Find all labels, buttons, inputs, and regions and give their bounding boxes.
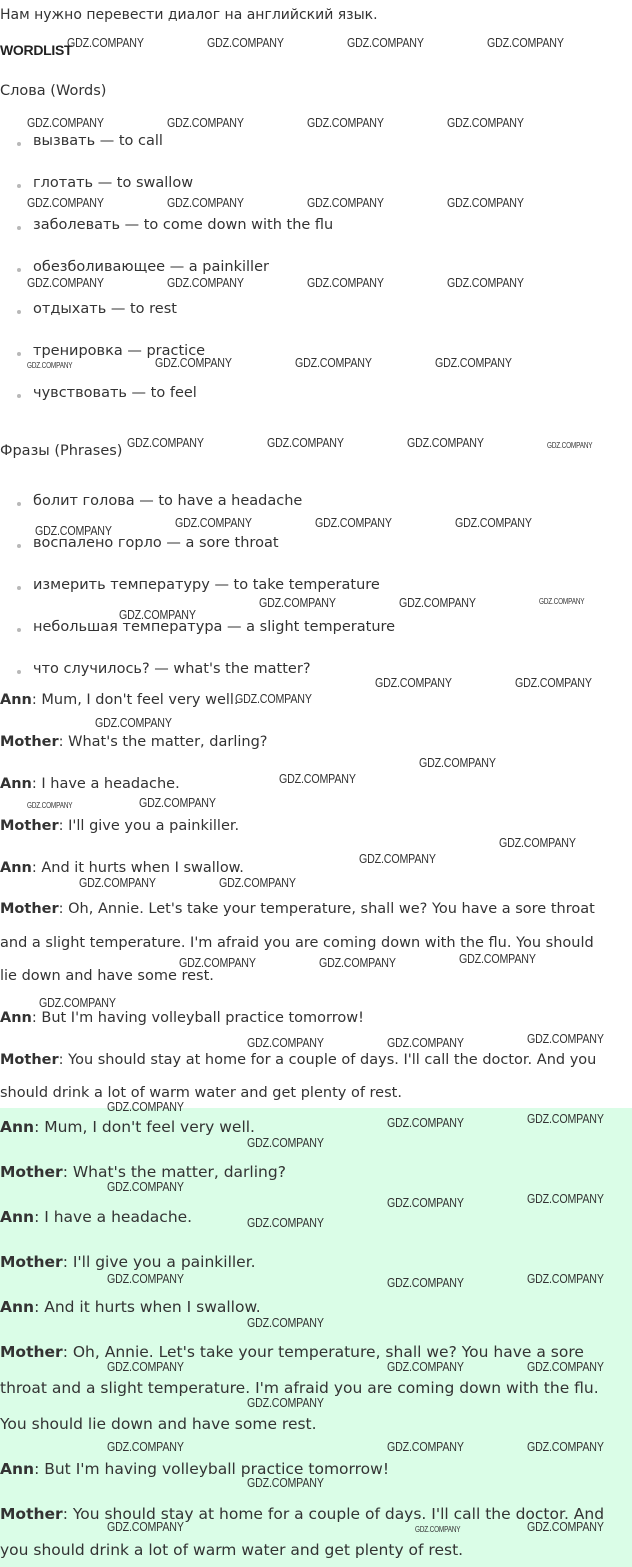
watermark: GDZ.COMPANY <box>387 1275 464 1290</box>
list-item: отдыхать — to rest <box>33 301 177 317</box>
watermark: GDZ.COMPANY <box>419 755 496 770</box>
dialogue-line-cont: and a slight temperature. I'm afraid you are coming down with the flu. You should <box>0 935 594 951</box>
bullet-icon <box>17 352 21 356</box>
speaker-name: Ann <box>0 776 32 792</box>
speaker-name: Mother <box>0 1253 63 1271</box>
watermark: GDZ.COMPANY <box>499 835 576 850</box>
line-text: : Mum, I don't feel very well. <box>31 692 239 708</box>
bullet-icon <box>17 310 21 314</box>
watermark: GDZ.COMPANY <box>107 1519 184 1534</box>
watermark: GDZ.COMPANY <box>267 435 344 450</box>
list-item: глотать — to swallow <box>33 175 194 191</box>
dialogue-line <box>0 692 239 708</box>
speaker-name: Mother <box>0 1505 63 1523</box>
list-item: заболевать — to come down with the flu <box>33 217 334 233</box>
watermark: GDZ.COMPANY <box>107 1179 184 1194</box>
bullet-icon <box>17 628 21 632</box>
dialogue-line-cont: lie down and have some rest. <box>0 968 214 984</box>
watermark: GDZ.COMPANY <box>247 1035 324 1050</box>
watermark: GDZ.COMPANY <box>167 195 244 210</box>
watermark: GDZ.COMPANY <box>387 1115 464 1130</box>
watermark: GDZ.COMPANY <box>27 361 73 370</box>
speaker-name: Ann <box>0 692 32 708</box>
watermark: GDZ.COMPANY <box>107 1359 184 1374</box>
watermark: GDZ.COMPANY <box>219 875 296 890</box>
speaker-name: Ann <box>0 1208 35 1226</box>
line-text: : You should stay at home for a couple of days. I'll call the doctor. And you <box>58 1052 597 1068</box>
speaker-name: Mother <box>0 734 59 750</box>
watermark: GDZ.COMPANY <box>95 715 172 730</box>
list-item: воспалено горло — a sore throat <box>33 535 279 551</box>
dialogue-line-cont: should drink a lot of warm water and get plenty of rest. <box>0 1085 402 1101</box>
bullet-icon <box>17 226 21 230</box>
watermark: GDZ.COMPANY <box>527 1359 604 1374</box>
answer-line-cont: you should drink a lot of warm water and get plenty of rest. <box>0 1541 464 1559</box>
line-text: : What's the matter, darling? <box>62 1163 286 1181</box>
answer-line <box>0 1343 584 1361</box>
speaker-name: Ann <box>0 1460 35 1478</box>
speaker-name: Ann <box>0 860 32 876</box>
watermark: GDZ.COMPANY <box>359 851 436 866</box>
speaker-name: Mother <box>0 1052 59 1068</box>
watermark: GDZ.COMPANY <box>119 607 196 622</box>
watermark: GDZ.COMPANY <box>487 35 564 50</box>
list-item: обезболивающее — a painkiller <box>33 259 269 275</box>
answer-line-cont: throat and a slight temperature. I'm afraid you are coming down with the flu. <box>0 1379 599 1397</box>
bullet-icon <box>17 670 21 674</box>
bullet-icon <box>17 502 21 506</box>
watermark: GDZ.COMPANY <box>515 675 592 690</box>
words-heading: Слова (Words) <box>0 83 107 99</box>
watermark: GDZ.COMPANY <box>387 1439 464 1454</box>
answer-block <box>0 1108 632 1567</box>
answer-line <box>0 1505 604 1523</box>
answer-line <box>0 1118 255 1136</box>
watermark: GDZ.COMPANY <box>127 435 204 450</box>
speaker-name: Ann <box>0 1298 35 1316</box>
answer-line <box>0 1163 286 1181</box>
line-text: : But I'm having volleyball practice tomorrow! <box>34 1460 390 1478</box>
watermark: GDZ.COMPANY <box>247 1475 324 1490</box>
speaker-name: Mother <box>0 1343 63 1361</box>
watermark: GDZ.COMPANY <box>527 1111 604 1126</box>
watermark: GDZ.COMPANY <box>79 875 156 890</box>
line-text: : Mum, I don't feel very well. <box>34 1118 255 1136</box>
list-item: что случилось? — what's the matter? <box>33 661 311 677</box>
watermark: GDZ.COMPANY <box>39 995 116 1010</box>
dialogue-line <box>0 1052 596 1068</box>
watermark: GDZ.COMPANY <box>167 275 244 290</box>
watermark: GDZ.COMPANY <box>387 1359 464 1374</box>
watermark: GDZ.COMPANY <box>247 1315 324 1330</box>
watermark: GDZ.COMPANY <box>527 1519 604 1534</box>
line-text: : I have a headache. <box>31 776 180 792</box>
speaker-name: Mother <box>0 901 59 917</box>
speaker-name: Ann <box>0 1118 35 1136</box>
answer-line <box>0 1208 192 1226</box>
list-item: чувствовать — to feel <box>33 385 197 401</box>
bullet-icon <box>17 394 21 398</box>
dialogue-line <box>0 860 244 876</box>
intro-text: Нам нужно перевести диалог на английский язык. <box>0 7 378 23</box>
bullet-icon <box>17 544 21 548</box>
watermark: GDZ.COMPANY <box>307 195 384 210</box>
watermark: GDZ.COMPANY <box>347 35 424 50</box>
dialogue-line <box>0 734 267 750</box>
line-text: : I have a headache. <box>34 1208 193 1226</box>
bullet-icon <box>17 268 21 272</box>
watermark: GDZ.COMPANY <box>295 355 372 370</box>
answer-line <box>0 1460 389 1478</box>
dialogue-line <box>0 1010 364 1026</box>
watermark: GDZ.COMPANY <box>27 275 104 290</box>
bullet-icon <box>17 184 21 188</box>
line-text: : But I'm having volleyball practice tomorrow! <box>31 1010 364 1026</box>
list-item: измерить температуру — to take temperature <box>33 577 380 593</box>
dialogue-line <box>0 901 595 917</box>
watermark: GDZ.COMPANY <box>27 801 73 810</box>
speaker-name: Ann <box>0 1010 32 1026</box>
list-item: вызвать — to call <box>33 133 163 149</box>
watermark: GDZ.COMPANY <box>259 595 336 610</box>
list-item: небольшая температура — a slight temperature <box>33 619 396 635</box>
watermark: GDZ.COMPANY <box>539 597 585 606</box>
answer-line <box>0 1298 261 1316</box>
watermark: GDZ.COMPANY <box>179 955 256 970</box>
line-text: : And it hurts when I swallow. <box>31 860 244 876</box>
watermark: GDZ.COMPANY <box>155 355 232 370</box>
watermark: GDZ.COMPANY <box>399 595 476 610</box>
watermark: GDZ.COMPANY <box>319 955 396 970</box>
dialogue-line <box>0 776 180 792</box>
speaker-name: Mother <box>0 1163 63 1181</box>
watermark: GDZ.COMPANY <box>175 515 252 530</box>
speaker-name: Mother <box>0 818 59 834</box>
watermark: GDZ.COMPANY <box>247 1395 324 1410</box>
watermark: GDZ.COMPANY <box>407 435 484 450</box>
line-text: : Oh, Annie. Let's take your temperature, shall we? You have a sore throat <box>58 901 595 917</box>
watermark: GDZ.COMPANY <box>447 195 524 210</box>
watermark: GDZ.COMPANY <box>307 275 384 290</box>
watermark: GDZ.COMPANY <box>247 1135 324 1150</box>
watermark: GDZ.COMPANY <box>527 1439 604 1454</box>
bullet-icon <box>17 586 21 590</box>
watermark: GDZ.COMPANY <box>107 1439 184 1454</box>
watermark: GDZ.COMPANY <box>547 441 593 450</box>
watermark: GDZ.COMPANY <box>527 1031 604 1046</box>
dialogue-line <box>0 818 239 834</box>
line-text: : You should stay at home for a couple of days. I'll call the doctor. And <box>62 1505 605 1523</box>
watermark: GDZ.COMPANY <box>139 795 216 810</box>
list-item: болит голова — to have a headache <box>33 493 303 509</box>
phrases-heading: Фразы (Phrases) <box>0 443 123 459</box>
watermark: GDZ.COMPANY <box>447 275 524 290</box>
watermark: GDZ.COMPANY <box>527 1191 604 1206</box>
watermark: GDZ.COMPANY <box>527 1271 604 1286</box>
watermark: GDZ.COMPANY <box>247 1215 324 1230</box>
watermark: GDZ.COMPANY <box>415 1525 461 1534</box>
answer-line-cont: You should lie down and have some rest. <box>0 1415 317 1433</box>
watermark: GDZ.COMPANY <box>107 1099 184 1114</box>
answer-line <box>0 1253 256 1271</box>
watermark: GDZ.COMPANY <box>387 1195 464 1210</box>
watermark: GDZ.COMPANY <box>435 355 512 370</box>
line-text: : And it hurts when I swallow. <box>34 1298 261 1316</box>
bullet-icon <box>17 142 21 146</box>
watermark: GDZ.COMPANY <box>167 115 244 130</box>
watermark: GDZ.COMPANY <box>207 35 284 50</box>
watermark: GDZ.COMPANY <box>447 115 524 130</box>
watermark: GDZ.COMPANY <box>375 675 452 690</box>
watermark: GDZ.COMPANY <box>27 115 104 130</box>
line-text: : I'll give you a painkiller. <box>58 818 240 834</box>
watermark: GDZ.COMPANY <box>315 515 392 530</box>
watermark: GDZ.COMPANY <box>455 515 532 530</box>
line-text: : What's the matter, darling? <box>58 734 268 750</box>
watermark: GDZ.COMPANY <box>107 1271 184 1286</box>
watermark: GDZ.COMPANY <box>35 523 112 538</box>
watermark: GDZ.COMPANY <box>279 771 356 786</box>
line-text: : I'll give you a painkiller. <box>62 1253 256 1271</box>
watermark: GDZ.COMPANY <box>307 115 384 130</box>
watermark: GDZ.COMPANY <box>27 195 104 210</box>
watermark: GDZ.COMPANY <box>235 691 312 706</box>
line-text: : Oh, Annie. Let's take your temperature, shall we? You have a sore <box>62 1343 584 1361</box>
list-item: тренировка — practice <box>33 343 206 359</box>
watermark: GDZ.COMPANY <box>459 951 536 966</box>
wordlist-heading: WORDLIST <box>0 42 73 58</box>
watermark: GDZ.COMPANY <box>67 35 144 50</box>
watermark: GDZ.COMPANY <box>387 1035 464 1050</box>
